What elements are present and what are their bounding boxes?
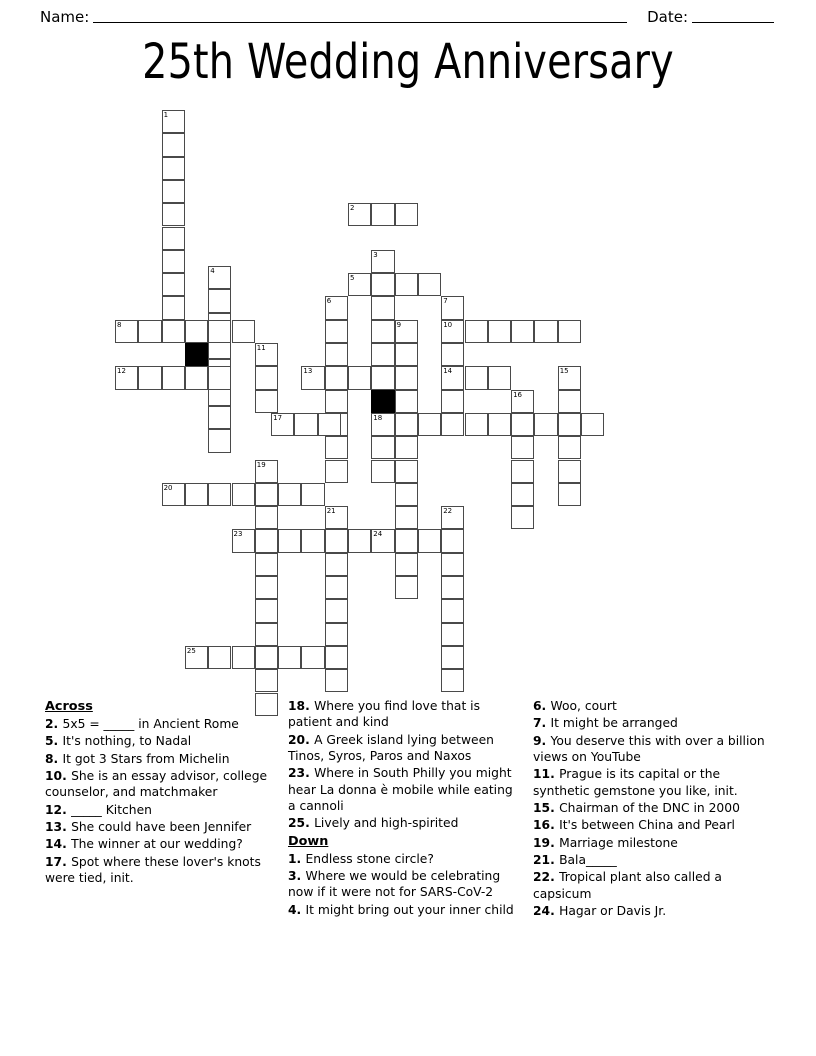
grid-cell[interactable] (255, 553, 278, 576)
clue-number: 4. (288, 902, 306, 917)
grid-cell[interactable] (138, 366, 161, 389)
grid-cell[interactable] (441, 343, 464, 366)
clue-text: Where we would be celebrating now if it were not for SARS-CoV-2 (288, 869, 501, 900)
clue-across-20 (288, 732, 523, 765)
grid-cell[interactable] (371, 343, 394, 366)
grid-cell[interactable] (162, 133, 185, 156)
clue-number: 20. (288, 732, 315, 747)
grid-cell[interactable] (208, 366, 231, 389)
grid-cell[interactable] (232, 529, 255, 552)
grid-cell[interactable] (348, 273, 371, 296)
grid-cell[interactable] (348, 366, 371, 389)
clue-across-13 (45, 819, 278, 835)
clue-number: 25. (288, 816, 315, 831)
across-heading: Across (45, 699, 93, 714)
clue-across-5 (45, 733, 278, 749)
grid-cell[interactable] (465, 413, 488, 436)
grid-cell[interactable] (395, 436, 418, 459)
clue-column-1 (45, 698, 288, 887)
clue-column-3 (533, 698, 775, 920)
grid-cell[interactable] (325, 390, 348, 413)
grid-cell-number: 2 (350, 204, 355, 213)
grid-cell[interactable] (371, 436, 394, 459)
grid-cell-number: 19 (256, 460, 266, 469)
clue-number: 16. (533, 818, 560, 833)
grid-cell[interactable] (278, 529, 301, 552)
grid-cell[interactable] (208, 406, 231, 429)
grid-cell[interactable] (395, 203, 418, 226)
clue-number: 1. (288, 851, 306, 866)
clue-text: It might be arranged (550, 716, 678, 731)
grid-cell[interactable] (511, 483, 534, 506)
grid-cell[interactable] (441, 320, 464, 343)
clue-number: 2. (45, 717, 63, 732)
grid-cell-number: 22 (443, 507, 453, 516)
grid-cell[interactable] (488, 413, 511, 436)
grid-cell[interactable] (325, 320, 348, 343)
grid-cell[interactable] (511, 506, 534, 529)
clue-text: Where you find love that is patient and kind (288, 699, 481, 730)
grid-cell[interactable] (325, 553, 348, 576)
clue-down-9 (533, 733, 765, 766)
grid-cell[interactable] (511, 460, 534, 483)
grid-cell[interactable] (441, 390, 464, 413)
clue-across-2 (45, 716, 278, 732)
grid-cell-number: 7 (443, 297, 448, 306)
clue-text: Prague is its capital or the synthetic gemstone you like, init. (533, 767, 738, 798)
grid-cell[interactable] (511, 320, 534, 343)
clue-text: A Greek island lying between Tinos, Syros, Paros and Naxos (288, 732, 494, 764)
grid-cell[interactable] (581, 413, 604, 436)
grid-cell[interactable] (395, 553, 418, 576)
grid-cell[interactable] (255, 576, 278, 599)
grid-cell[interactable] (441, 553, 464, 576)
clue-across-10 (45, 768, 278, 801)
name-label: Name: (40, 8, 90, 26)
grid-cell-number: 13 (303, 367, 313, 376)
grid-cell[interactable] (162, 366, 185, 389)
grid-cell[interactable] (395, 366, 418, 389)
grid-cell[interactable] (441, 506, 464, 529)
clue-across-23 (288, 765, 523, 814)
grid-cell[interactable] (441, 529, 464, 552)
grid-cell-number: 4 (210, 267, 215, 276)
clue-across-14 (45, 836, 278, 852)
grid-cell[interactable] (325, 460, 348, 483)
grid-cell[interactable] (418, 273, 441, 296)
grid-cell[interactable] (185, 366, 208, 389)
clue-number: 17. (45, 854, 72, 869)
grid-block-cell (371, 390, 394, 413)
clue-text: _____ Kitchen (71, 802, 152, 817)
grid-cell-number: 21 (326, 507, 336, 516)
grid-cell[interactable] (255, 506, 278, 529)
clue-down-16 (533, 817, 765, 833)
grid-cell[interactable] (441, 366, 464, 389)
grid-cell-number: 8 (117, 320, 122, 329)
clue-number: 19. (533, 835, 560, 850)
clue-number: 22. (533, 870, 560, 885)
clue-across-8 (45, 751, 278, 767)
grid-cell[interactable] (208, 289, 231, 312)
clue-down-7 (533, 715, 765, 731)
grid-cell-number: 24 (373, 530, 383, 539)
clue-number: 12. (45, 802, 72, 817)
clue-text: It's nothing, to Nadal (62, 734, 192, 749)
grid-cell-number: 11 (256, 344, 266, 352)
clue-down-11 (533, 766, 765, 799)
grid-cell-number: 14 (443, 367, 453, 376)
grid-cell[interactable] (325, 506, 348, 529)
clue-text: It's between China and Pearl (559, 818, 735, 833)
grid-cell[interactable] (208, 266, 231, 289)
clue-text: It might bring out your inner child (305, 902, 514, 917)
clue-number: 13. (45, 820, 72, 835)
clue-down-19 (533, 835, 765, 851)
grid-cell[interactable] (162, 110, 185, 133)
grid-cell[interactable] (255, 646, 278, 669)
grid-cell-number: 5 (350, 274, 355, 283)
clue-down-24 (533, 903, 765, 919)
page-title: 25th Wedding Anniversary (142, 34, 674, 90)
clue-column-2 (288, 698, 533, 919)
grid-cell[interactable] (511, 436, 534, 459)
grid-cell[interactable] (395, 460, 418, 483)
grid-cell-number: 25 (186, 646, 196, 655)
grid-cell[interactable] (395, 483, 418, 506)
grid-cell[interactable] (395, 273, 418, 296)
clue-down-1 (288, 851, 523, 867)
clue-across-18 (288, 698, 523, 731)
grid-cell[interactable] (208, 646, 231, 669)
grid-cell[interactable] (441, 599, 464, 622)
clue-number: 14. (45, 837, 72, 852)
grid-cell[interactable] (325, 576, 348, 599)
clue-text: She is an essay advisor, college counselor, and matchmaker (45, 769, 268, 800)
grid-cell-number: 12 (117, 367, 126, 376)
grid-cell[interactable] (441, 623, 464, 646)
clue-across-12 (45, 802, 278, 818)
grid-cell[interactable] (395, 343, 418, 366)
grid-cell[interactable] (534, 320, 557, 343)
grid-cell[interactable] (371, 529, 394, 552)
grid-cell[interactable] (301, 646, 324, 669)
grid-cell[interactable] (162, 250, 185, 273)
grid-cell[interactable] (558, 366, 581, 389)
clue-across-25 (288, 815, 523, 831)
grid-cell[interactable] (185, 320, 208, 343)
clue-number: 7. (533, 716, 551, 731)
clue-number: 3. (288, 869, 306, 884)
grid-cell[interactable] (162, 227, 185, 250)
grid-cell[interactable] (371, 413, 394, 436)
clue-text: The winner at our wedding? (71, 837, 243, 852)
grid-cell[interactable] (301, 366, 324, 389)
grid-cell[interactable] (301, 483, 324, 506)
grid-cell[interactable] (441, 296, 464, 319)
grid-cell[interactable] (255, 343, 278, 366)
grid-cell[interactable] (208, 429, 231, 452)
grid-cell[interactable] (115, 320, 138, 343)
grid-cell[interactable] (371, 460, 394, 483)
grid-cell[interactable] (558, 413, 581, 436)
grid-cell[interactable] (325, 646, 348, 669)
grid-cell[interactable] (162, 296, 185, 319)
grid-cell[interactable] (465, 320, 488, 343)
clue-text: Woo, court (550, 699, 617, 713)
grid-cell[interactable] (371, 296, 394, 319)
grid-cell[interactable] (278, 483, 301, 506)
grid-cell-number: 6 (326, 297, 332, 306)
grid-cell[interactable] (395, 576, 418, 599)
grid-cell[interactable] (511, 390, 534, 413)
grid-cell[interactable] (418, 529, 441, 552)
grid-cell[interactable] (255, 460, 278, 483)
grid-cell[interactable] (511, 413, 534, 436)
grid-cell[interactable] (558, 483, 581, 506)
clue-number: 8. (45, 751, 63, 766)
clue-lists (45, 698, 775, 920)
clue-down-15 (533, 800, 765, 816)
grid-cell[interactable] (371, 320, 394, 343)
grid-cell[interactable] (138, 320, 161, 343)
clue-text: It got 3 Stars from Michelin (62, 751, 230, 766)
clue-text: Endless stone circle? (305, 851, 434, 866)
grid-cell[interactable] (232, 483, 255, 506)
grid-block-cell (185, 343, 208, 366)
clue-number: 18. (288, 699, 315, 713)
down-heading: Down (288, 833, 329, 849)
grid-cell[interactable] (271, 413, 294, 436)
grid-cell[interactable] (325, 366, 348, 389)
grid-cell[interactable] (371, 366, 394, 389)
grid-cell[interactable] (558, 390, 581, 413)
grid-cell-number: 18 (373, 413, 383, 422)
grid-cell[interactable] (255, 366, 278, 389)
grid-cell-number: 3 (373, 250, 378, 259)
grid-cell[interactable] (208, 483, 231, 506)
grid-cell[interactable] (371, 273, 394, 296)
grid-cell-number: 9 (396, 320, 402, 329)
clue-text: She could have been Jennifer (71, 820, 252, 835)
grid-cell[interactable] (162, 157, 185, 180)
clue-across-17 (45, 854, 278, 887)
clue-number: 23. (288, 766, 315, 781)
grid-cell[interactable] (185, 646, 208, 669)
clue-text: Tropical plant also called a capsicum (533, 870, 722, 901)
grid-cell[interactable] (162, 203, 185, 226)
clue-down-4 (288, 902, 523, 918)
grid-cell[interactable] (558, 436, 581, 459)
grid-cell[interactable] (395, 413, 418, 436)
grid-cell[interactable] (255, 669, 278, 692)
grid-cell[interactable] (318, 413, 341, 436)
grid-cell[interactable] (162, 180, 185, 203)
grid-cell[interactable] (255, 483, 278, 506)
clue-text: Chairman of the DNC in 2000 (559, 801, 740, 816)
grid-cell[interactable] (395, 390, 418, 413)
clue-text: Bala_____ (559, 853, 617, 868)
grid-cell[interactable] (465, 366, 488, 389)
clue-text: 5x5 = _____ in Ancient Rome (62, 717, 239, 732)
grid-cell[interactable] (488, 320, 511, 343)
grid-cell[interactable] (325, 599, 348, 622)
grid-cell[interactable] (395, 506, 418, 529)
clue-number: 11. (533, 767, 560, 782)
clue-number: 10. (45, 769, 72, 784)
grid-cell[interactable] (325, 669, 348, 692)
grid-cell[interactable] (255, 529, 278, 552)
grid-cell[interactable] (325, 296, 348, 319)
grid-cell[interactable] (395, 320, 418, 343)
grid-cell[interactable] (278, 646, 301, 669)
grid-cell-number: 10 (443, 320, 453, 329)
grid-cell[interactable] (115, 366, 138, 389)
clue-number: 15. (533, 801, 560, 816)
clue-down-3 (288, 868, 523, 901)
grid-cell[interactable] (534, 413, 557, 436)
grid-cell[interactable] (371, 250, 394, 273)
clue-text: Marriage milestone (559, 835, 678, 850)
grid-cell-number: 16 (513, 390, 523, 399)
clue-text: Lively and high-spirited (314, 816, 459, 831)
grid-cell[interactable] (255, 390, 278, 413)
grid-cell[interactable] (208, 320, 231, 343)
grid-cell[interactable] (162, 273, 185, 296)
grid-cell[interactable] (441, 576, 464, 599)
clue-text: You deserve this with over a billion views on YouTube (533, 733, 765, 765)
grid-cell[interactable] (558, 460, 581, 483)
grid-cell[interactable] (162, 320, 185, 343)
clue-down-6 (533, 698, 765, 714)
grid-cell-number: 23 (233, 530, 243, 539)
grid-cell[interactable] (185, 483, 208, 506)
clue-text: Hagar or Davis Jr. (559, 904, 667, 919)
grid-cell[interactable] (371, 203, 394, 226)
grid-cell[interactable] (441, 413, 464, 436)
grid-cell-number: 17 (273, 413, 283, 422)
grid-cell-number: 1 (163, 111, 169, 119)
grid-cell[interactable] (348, 529, 371, 552)
grid-cell[interactable] (488, 366, 511, 389)
clue-number: 24. (533, 904, 560, 919)
clue-number: 6. (533, 699, 551, 713)
clue-number: 5. (45, 734, 63, 749)
grid-cell[interactable] (441, 669, 464, 692)
grid-cell[interactable] (325, 529, 348, 552)
clue-text: Spot where these lover's knots were tied, init. (45, 854, 261, 886)
grid-cell[interactable] (255, 599, 278, 622)
grid-cell[interactable] (294, 413, 317, 436)
grid-cell[interactable] (325, 623, 348, 646)
grid-cell[interactable] (558, 320, 581, 343)
grid-cell[interactable] (395, 529, 418, 552)
grid-cell[interactable] (255, 623, 278, 646)
grid-cell[interactable] (348, 203, 371, 226)
clue-number: 21. (533, 853, 560, 868)
clue-down-21 (533, 852, 765, 868)
grid-cell[interactable] (232, 646, 255, 669)
grid-cell-number: 20 (163, 483, 173, 492)
grid-cell[interactable] (418, 413, 441, 436)
grid-cell-number: 15 (559, 367, 569, 376)
clue-down-22 (533, 869, 765, 902)
clue-number: 9. (533, 733, 551, 748)
grid-cell[interactable] (301, 529, 324, 552)
date-label: Date: (647, 8, 688, 26)
grid-cell[interactable] (441, 646, 464, 669)
grid-cell[interactable] (162, 483, 185, 506)
grid-cell[interactable] (232, 320, 255, 343)
grid-cell[interactable] (325, 343, 348, 366)
clue-text: Where in South Philly you might hear La donna è mobile while eating a cannoli (288, 766, 513, 814)
grid-cell[interactable] (325, 436, 348, 459)
